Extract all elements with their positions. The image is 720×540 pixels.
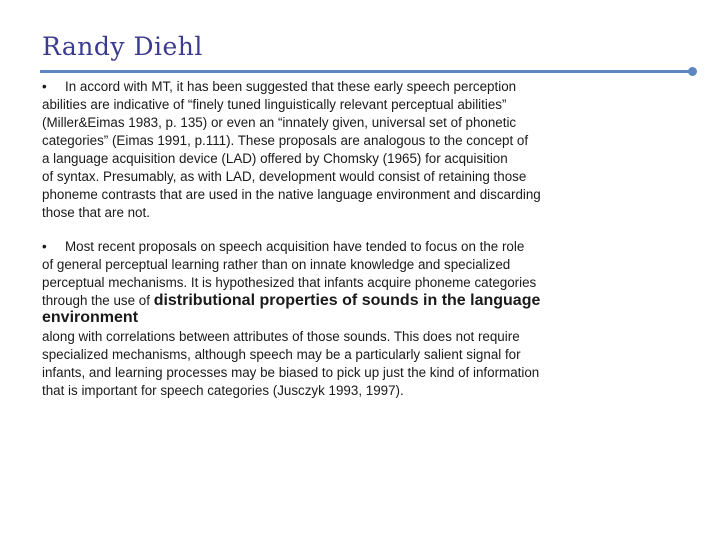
bullet-icon: • [42,239,47,254]
text-line: of syntax. Presumably, as with LAD, development would consist of retaining those [42,169,527,184]
text-line: that is important for speech categories (Jusczyk 1993, 1997). [42,383,404,398]
slide-body [42,78,612,400]
lead-in-text: through the use of [42,293,150,308]
emphasis-line [42,292,612,326]
bullet-icon: • [42,79,47,94]
text-line: phoneme contrasts that are used in the native language environment and discarding [42,187,541,202]
text-line: those that are not. [42,205,150,220]
bullet-paragraph-2 [42,238,612,400]
emphasized-phrase: distributional properties of sounds in the language environment [42,292,541,326]
text-line: In accord with MT, it has been suggested that these early speech perception [65,79,517,94]
text-line: Most recent proposals on speech acquisition have tended to focus on the role [65,239,525,254]
text-line: specialized mechanisms, although speech may be a particularly salient signal for [42,347,521,362]
text-line: perceptual mechanisms. It is hypothesized that infants acquire phoneme categories [42,275,537,290]
text-line: infants, and learning processes may be biased to pick up just the kind of information [42,365,540,380]
text-line: abilities are indicative of “finely tuned linguistically relevant perceptual abilities” [42,97,507,112]
title-divider [40,70,692,73]
text-line: (Miller&Eimas 1983, p. 135) or even an “innately given, universal set of phonetic [42,115,517,130]
bullet-paragraph-1 [42,78,612,222]
slide-title: Randy Diehl [42,32,203,61]
text-line: along with correlations between attributes of those sounds. This does not require [42,329,520,344]
text-line: categories” (Eimas 1991, p.111). These proposals are analogous to the concept of [42,133,529,148]
divider-end-dot [688,67,697,76]
text-line: of general perceptual learning rather than on innate knowledge and specialized [42,257,511,272]
text-line: a language acquisition device (LAD) offered by Chomsky (1965) for acquisition [42,151,508,166]
bullet-1-first-line [42,78,612,96]
bullet-2-first-line [42,238,612,256]
